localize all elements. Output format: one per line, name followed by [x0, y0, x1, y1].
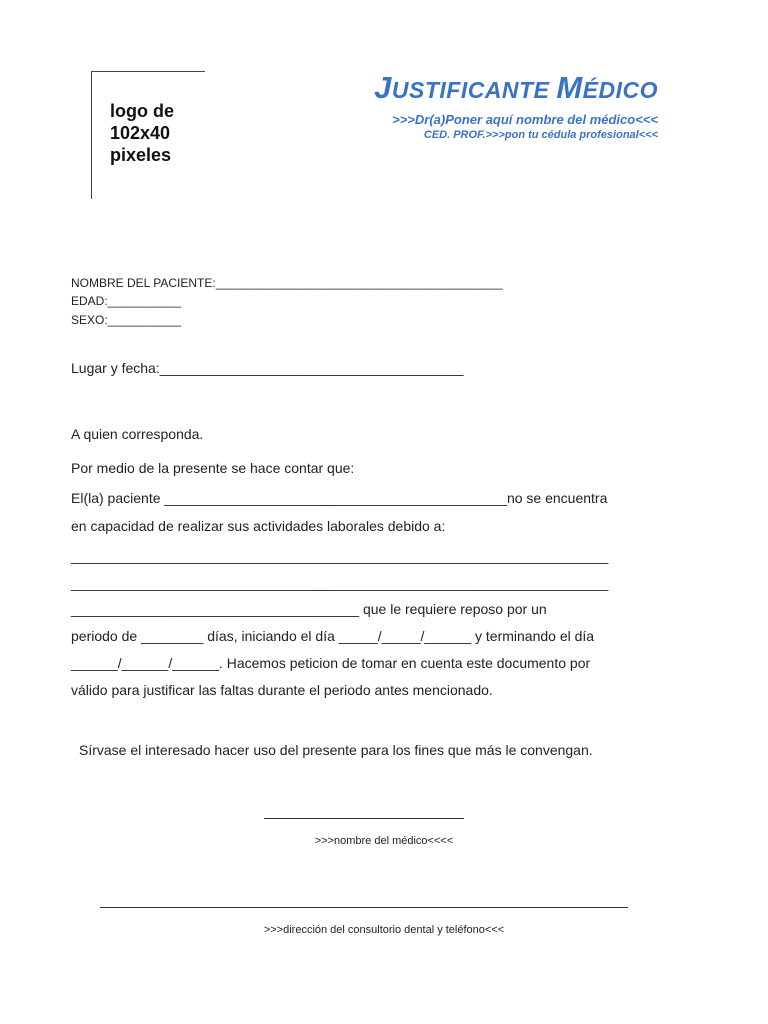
letter-line-1: El(la) paciente ____________________________________________no se encuentra — [71, 490, 608, 506]
logo-placeholder — [91, 71, 205, 199]
patient-name-field: NOMBRE DEL PACIENTE:___________________________________________ — [71, 276, 503, 290]
license-line: CED. PROF.>>>pon tu cédula profesional<<< — [423, 129, 658, 141]
letter-line-6: válido para justificar las faltas durante el periodo antes mencionado. — [71, 682, 493, 698]
address-line — [100, 907, 628, 908]
closing-text: Sírvase el interesado hacer uso del presente para los fines que más le convengan. — [79, 742, 593, 758]
patient-age-field: EDAD:___________ — [71, 294, 182, 308]
signature-line — [264, 818, 464, 819]
title-initial-1: J — [374, 70, 392, 105]
title-rest-2: ÉDICO — [582, 77, 658, 103]
reason-blank-1: _____________________________________________________________________ — [71, 548, 609, 564]
letter-line-2: en capacidad de realizar sus actividades laborales debido a: — [71, 518, 446, 534]
clinic-address: >>>dirección del consultorio dental y teléfono<<< — [263, 924, 505, 936]
letter-line-5: ______/______/______. Hacemos peticion de tomar en cuenta este documento por — [71, 655, 591, 671]
place-date-field: Lugar y fecha:_______________________________________ — [71, 360, 464, 376]
title-rest-1: USTIFICANTE — [391, 77, 557, 103]
title-initial-2: M — [556, 70, 583, 105]
reason-blank-2: _____________________________________________________________________ — [71, 575, 609, 591]
patient-sex-field: SEXO:___________ — [71, 313, 182, 327]
logo-text: logo de 102x40 pixeles — [110, 101, 174, 165]
signature-doctor-name: >>>nombre del médico<<<< — [314, 835, 454, 847]
doctor-name-header: >>>Dr(a)Poner aquí nombre del médico<<< — [392, 112, 658, 127]
letter-line-3: _____________________________________ que le requiere reposo por un — [71, 601, 547, 617]
letter-line-4: periodo de ________ días, iniciando el día _____/_____/______ y terminando el día — [71, 628, 595, 644]
intro-text: Por medio de la presente se hace contar que: — [71, 460, 355, 476]
document-title — [374, 70, 658, 106]
greeting: A quien corresponda. — [71, 426, 204, 442]
